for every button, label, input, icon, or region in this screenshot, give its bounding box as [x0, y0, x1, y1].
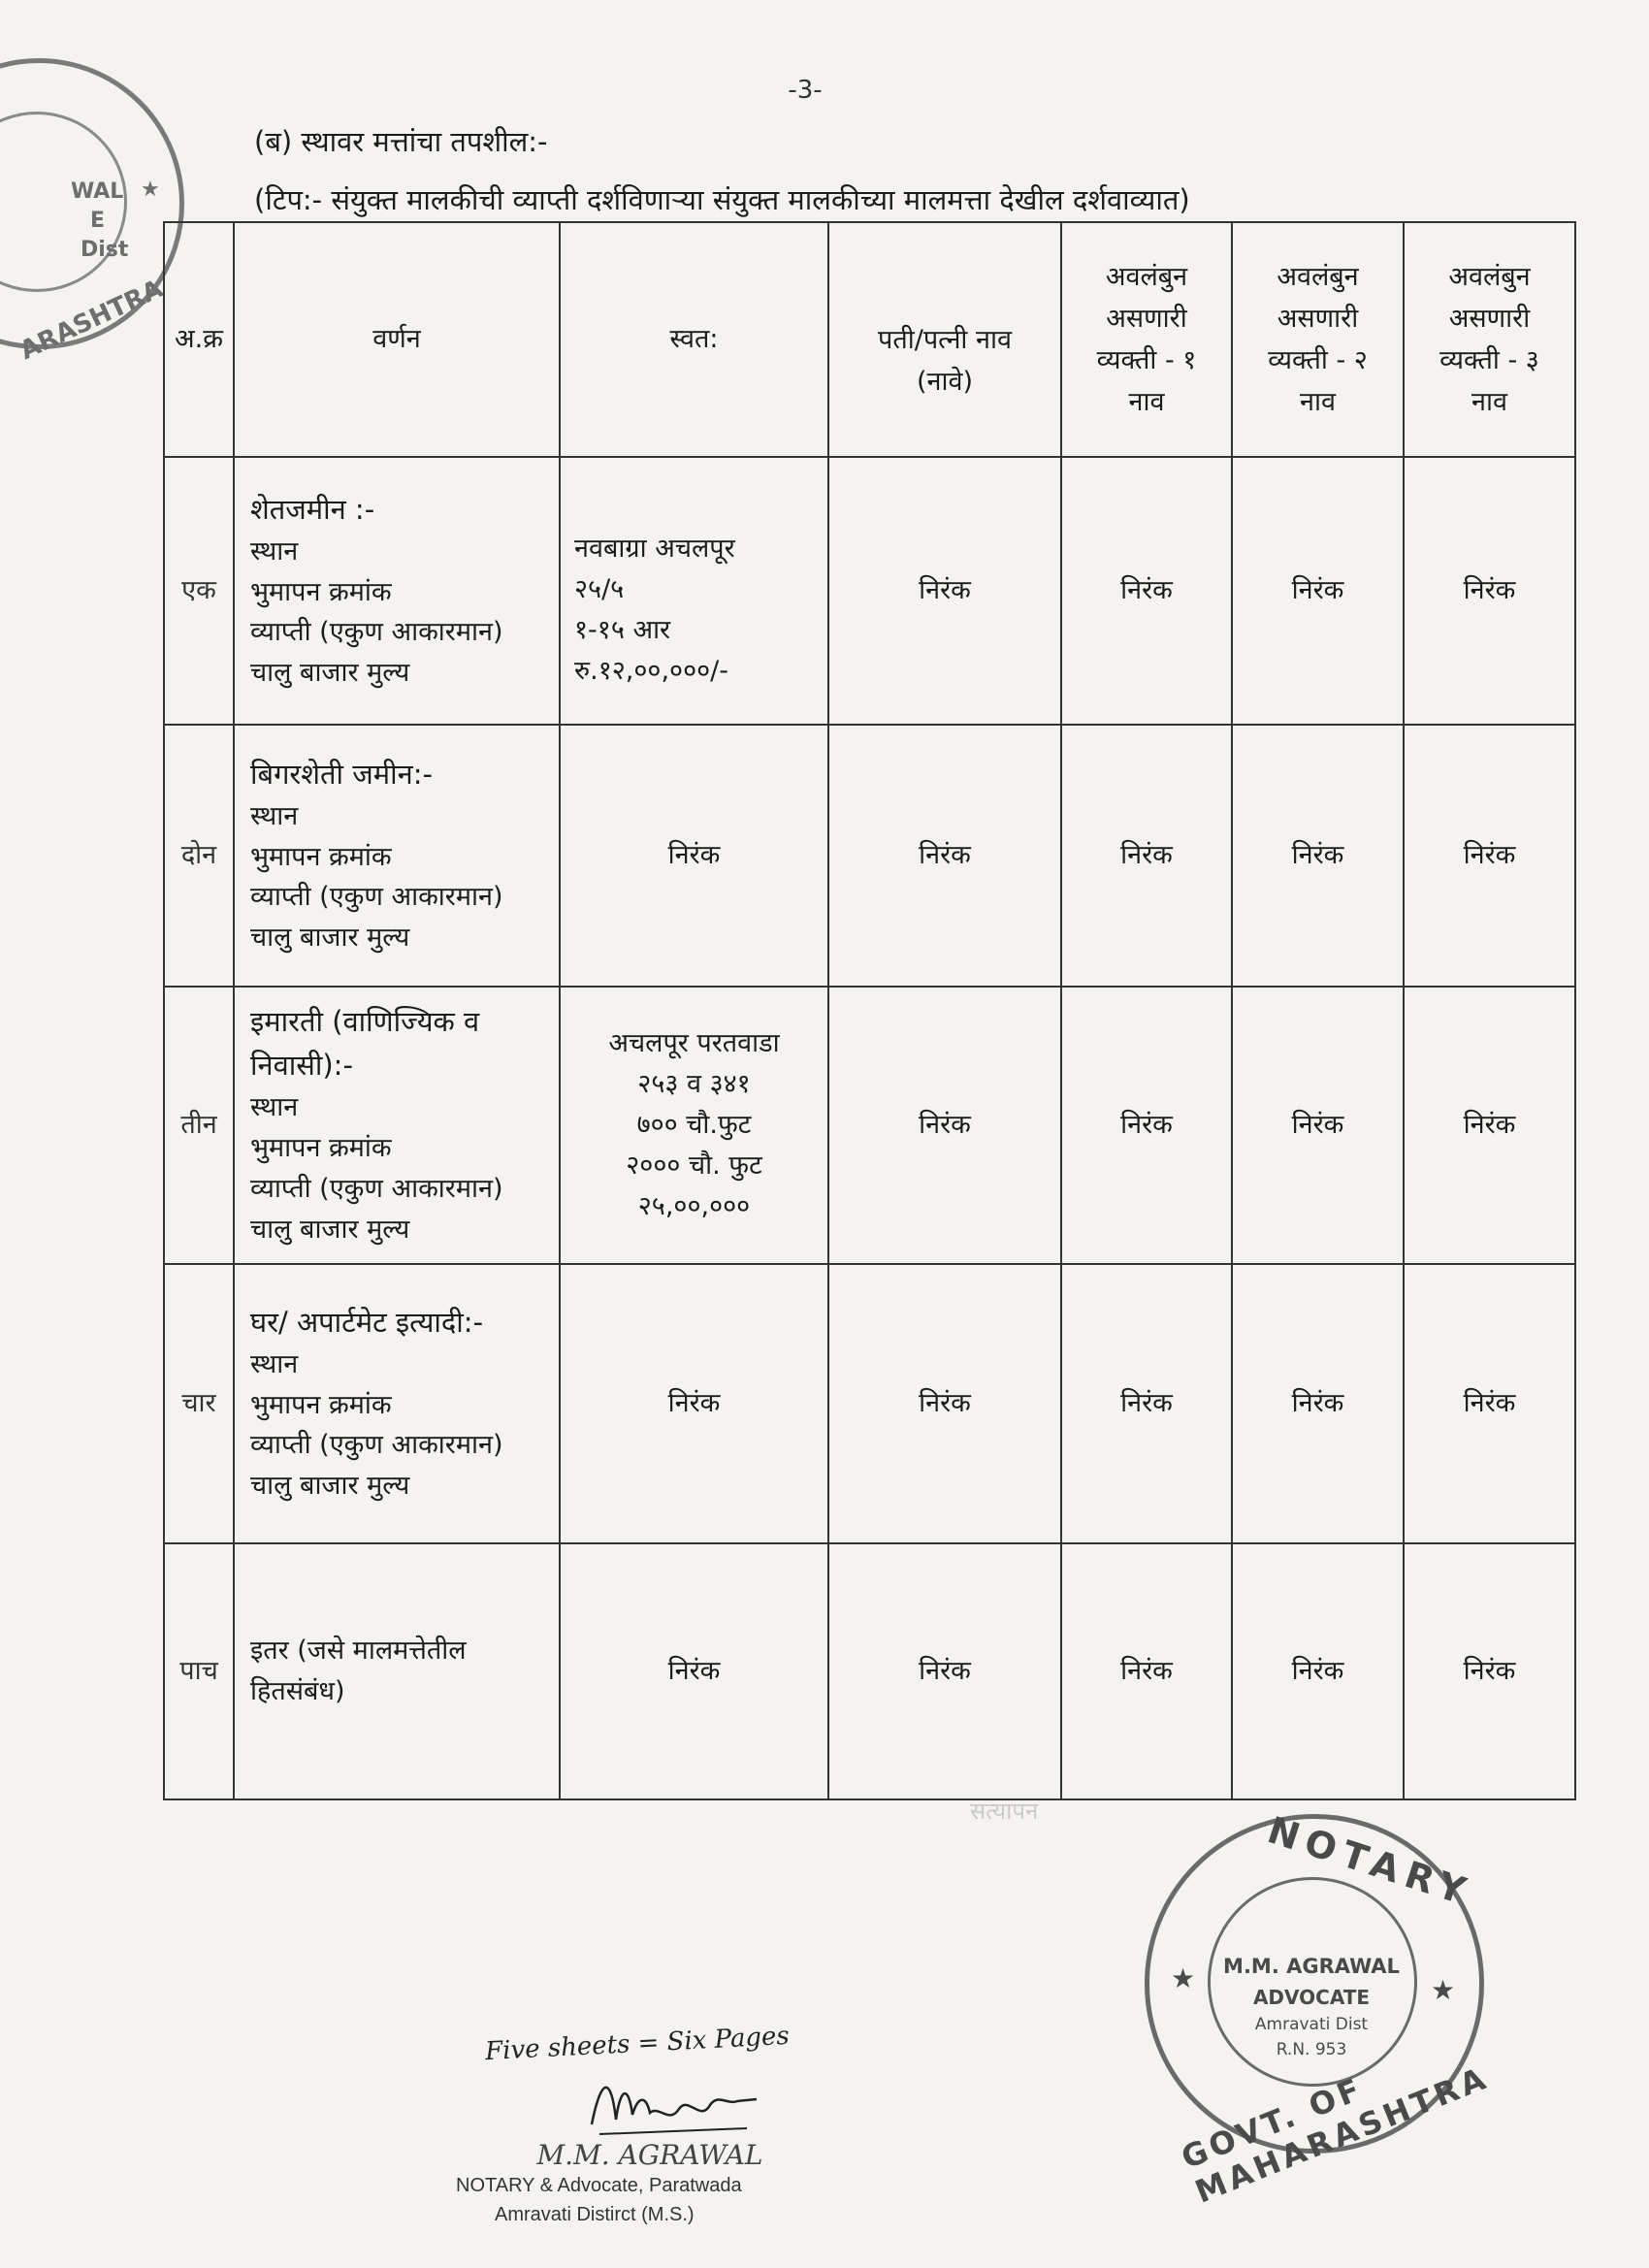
seal-district: Amravati Dist [1254, 2015, 1369, 2034]
self-line: २००० चौ. फुट [626, 1150, 762, 1181]
page-number: -3- [788, 76, 823, 105]
header-line: व्यक्ती - २ [1268, 345, 1368, 375]
seal-top-text: NOTARY [1262, 1808, 1478, 1915]
row-dependent-3-value: निरंक [1404, 1543, 1575, 1799]
notary-name: M.M. AGRAWAL [536, 2139, 763, 2171]
row-description [234, 457, 560, 725]
signature-icon [582, 2066, 766, 2144]
row-self-value [560, 1543, 828, 1799]
table-row [164, 725, 1575, 987]
handwritten-note: Five sheets = Six Pages [484, 2021, 791, 2067]
table-row [164, 1264, 1575, 1543]
left-seal-text-3: Dist [81, 238, 129, 262]
header-line: अवलंबुन [1448, 261, 1531, 292]
row-title: घर/ अपार्टमेट इत्यादी:- [250, 1305, 484, 1339]
self-line: २५३ व ३४१ [637, 1069, 751, 1100]
row-self-value [560, 457, 828, 725]
table-header-row [164, 222, 1575, 457]
self-line: निरंक [667, 840, 721, 871]
row-field: स्थान [250, 800, 299, 831]
section-heading: (ब) स्थावर मत्तांचा तपशील:- [254, 125, 548, 158]
self-line: निरंक [667, 1388, 721, 1419]
row-srno: चार [164, 1264, 234, 1543]
row-dependent-2-value: निरंक [1232, 987, 1404, 1264]
header-line: अवलंबुन [1277, 261, 1359, 292]
row-self-value [560, 987, 828, 1264]
row-title: शेतजमीन :- [250, 492, 375, 526]
left-seal-stamp [0, 58, 184, 367]
row-spouse-value: निरंक [828, 987, 1061, 1264]
row-field: व्याप्ती (एकुण आकारमान) [250, 1173, 503, 1204]
row-spouse-value: निरंक [828, 1264, 1061, 1543]
row-srno: एक [164, 457, 234, 725]
row-srno: दोन [164, 725, 234, 987]
left-seal-text-2: E [90, 209, 106, 233]
header-self: स्वत: [560, 222, 828, 457]
section-note: (टिप:- संयुक्त मालकीची व्याप्ती दर्शविणाऱ्या संयुक्त मालकीच्या मालमत्ता देखील दर्शवाव्यात) [254, 183, 1190, 216]
row-spouse-value: निरंक [828, 1543, 1061, 1799]
row-dependent-1-value: निरंक [1061, 1543, 1232, 1799]
seal-reg: R.N. 953 [1276, 2040, 1347, 2059]
seal-name: M.M. AGRAWAL [1223, 1955, 1400, 1978]
row-field: व्याप्ती (एकुण आकारमान) [250, 617, 503, 648]
row-field: हितसंबंध) [250, 1676, 345, 1706]
header-line: व्यक्ती - ३ [1439, 345, 1539, 375]
header-line: असणारी [1277, 303, 1359, 334]
header-srno: अ.क्र [164, 222, 234, 457]
header-line: नाव [1300, 387, 1336, 418]
row-dependent-3-value: निरंक [1404, 987, 1575, 1264]
row-dependent-2-value: निरंक [1232, 1543, 1404, 1799]
row-field: चालु बाजार मुल्य [250, 1471, 410, 1502]
header-line: व्यक्ती - १ [1096, 345, 1197, 375]
row-srno: तीन [164, 987, 234, 1264]
row-field: व्याप्ती (एकुण आकारमान) [250, 882, 503, 913]
row-field: भुमापन क्रमांक [250, 1133, 392, 1164]
header-line: नाव [1471, 387, 1507, 418]
row-dependent-1-value: निरंक [1061, 725, 1232, 987]
row-description [234, 987, 560, 1264]
row-field: भुमापन क्रमांक [250, 576, 392, 607]
seal-title: ADVOCATE [1252, 1986, 1371, 2009]
row-dependent-2-value: निरंक [1232, 457, 1404, 725]
self-line: नवबाग्रा अचलपूर [574, 534, 735, 565]
row-dependent-3-value: निरंक [1404, 725, 1575, 987]
row-description [234, 725, 560, 987]
row-field: स्थान [250, 535, 299, 567]
row-dependent-3-value: निरंक [1404, 457, 1575, 725]
table-row [164, 457, 1575, 725]
immovable-assets-table [163, 221, 1576, 1800]
row-dependent-1-value: निरंक [1061, 457, 1232, 725]
table-row [164, 987, 1575, 1264]
notary-address-line: NOTARY & Advocate, Paratwada [456, 2175, 742, 2196]
table-row [164, 1543, 1575, 1799]
header-spouse [828, 222, 1061, 457]
row-field: भुमापन क्रमांक [250, 841, 392, 872]
self-line: २५,००,००० [637, 1190, 751, 1221]
self-line: अचलपूर परतवाडा [608, 1028, 780, 1059]
row-field: चालु बाजार मुल्य [250, 658, 410, 689]
row-srno: पाच [164, 1543, 234, 1799]
header-spouse-line: पती/पत्नी नाव [878, 324, 1012, 355]
row-dependent-1-value: निरंक [1061, 1264, 1232, 1543]
bleed-through-text: सत्यापन [970, 1798, 1039, 1825]
row-field: व्याप्ती (एकुण आकारमान) [250, 1430, 503, 1461]
header-line: अवलंबुन [1105, 261, 1188, 292]
row-self-value [560, 725, 828, 987]
self-line: ७०० चौ.फुट [636, 1110, 752, 1141]
self-line: १-१५ आर [574, 615, 671, 645]
seal-bottom-text: GOVT. OF MAHARASHTRA [1176, 2058, 1495, 2211]
row-dependent-1-value: निरंक [1061, 987, 1232, 1264]
self-line: २५/५ [574, 574, 625, 605]
header-dependent-2 [1232, 222, 1404, 457]
star-icon: ★ [1171, 1962, 1196, 1994]
row-field: भुमापन क्रमांक [250, 1389, 392, 1420]
row-field: स्थान [250, 1092, 299, 1123]
row-field: चालु बाजार मुल्य [250, 1214, 410, 1245]
star-icon: ★ [141, 178, 160, 202]
self-line: रु.१२,००,०००/- [574, 655, 729, 686]
header-dependent-1 [1061, 222, 1232, 457]
row-self-value [560, 1264, 828, 1543]
header-line: नाव [1128, 387, 1165, 418]
star-icon: ★ [1431, 1974, 1456, 2006]
row-title: बिगरशेती जमीन:- [250, 757, 433, 791]
row-description [234, 1264, 560, 1543]
row-description [234, 1543, 560, 1799]
row-field: स्थान [250, 1348, 299, 1379]
header-line: असणारी [1106, 303, 1187, 334]
header-dependent-3 [1404, 222, 1575, 457]
row-dependent-2-value: निरंक [1232, 1264, 1404, 1543]
row-dependent-2-value: निरंक [1232, 725, 1404, 987]
left-seal-text-1: WAL [71, 179, 124, 204]
row-spouse-value: निरंक [828, 725, 1061, 987]
row-dependent-3-value: निरंक [1404, 1264, 1575, 1543]
row-field: चालु बाजार मुल्य [250, 923, 410, 954]
notary-seal-stamp [1145, 1808, 1495, 2211]
header-spouse-line: (नावे) [916, 367, 974, 397]
left-seal-text-4: ARASHTRA [16, 274, 168, 367]
row-spouse-value: निरंक [828, 457, 1061, 725]
row-field: इतर (जसे मालमत्तेतील [250, 1636, 467, 1667]
self-line: निरंक [667, 1656, 721, 1687]
header-line: असणारी [1448, 303, 1531, 334]
header-description: वर्णन [234, 222, 560, 457]
row-title: इमारती (वाणिज्यिक व निवासी):- [250, 1005, 480, 1083]
notary-address-line: Amravati Distirct (M.S.) [495, 2204, 695, 2225]
